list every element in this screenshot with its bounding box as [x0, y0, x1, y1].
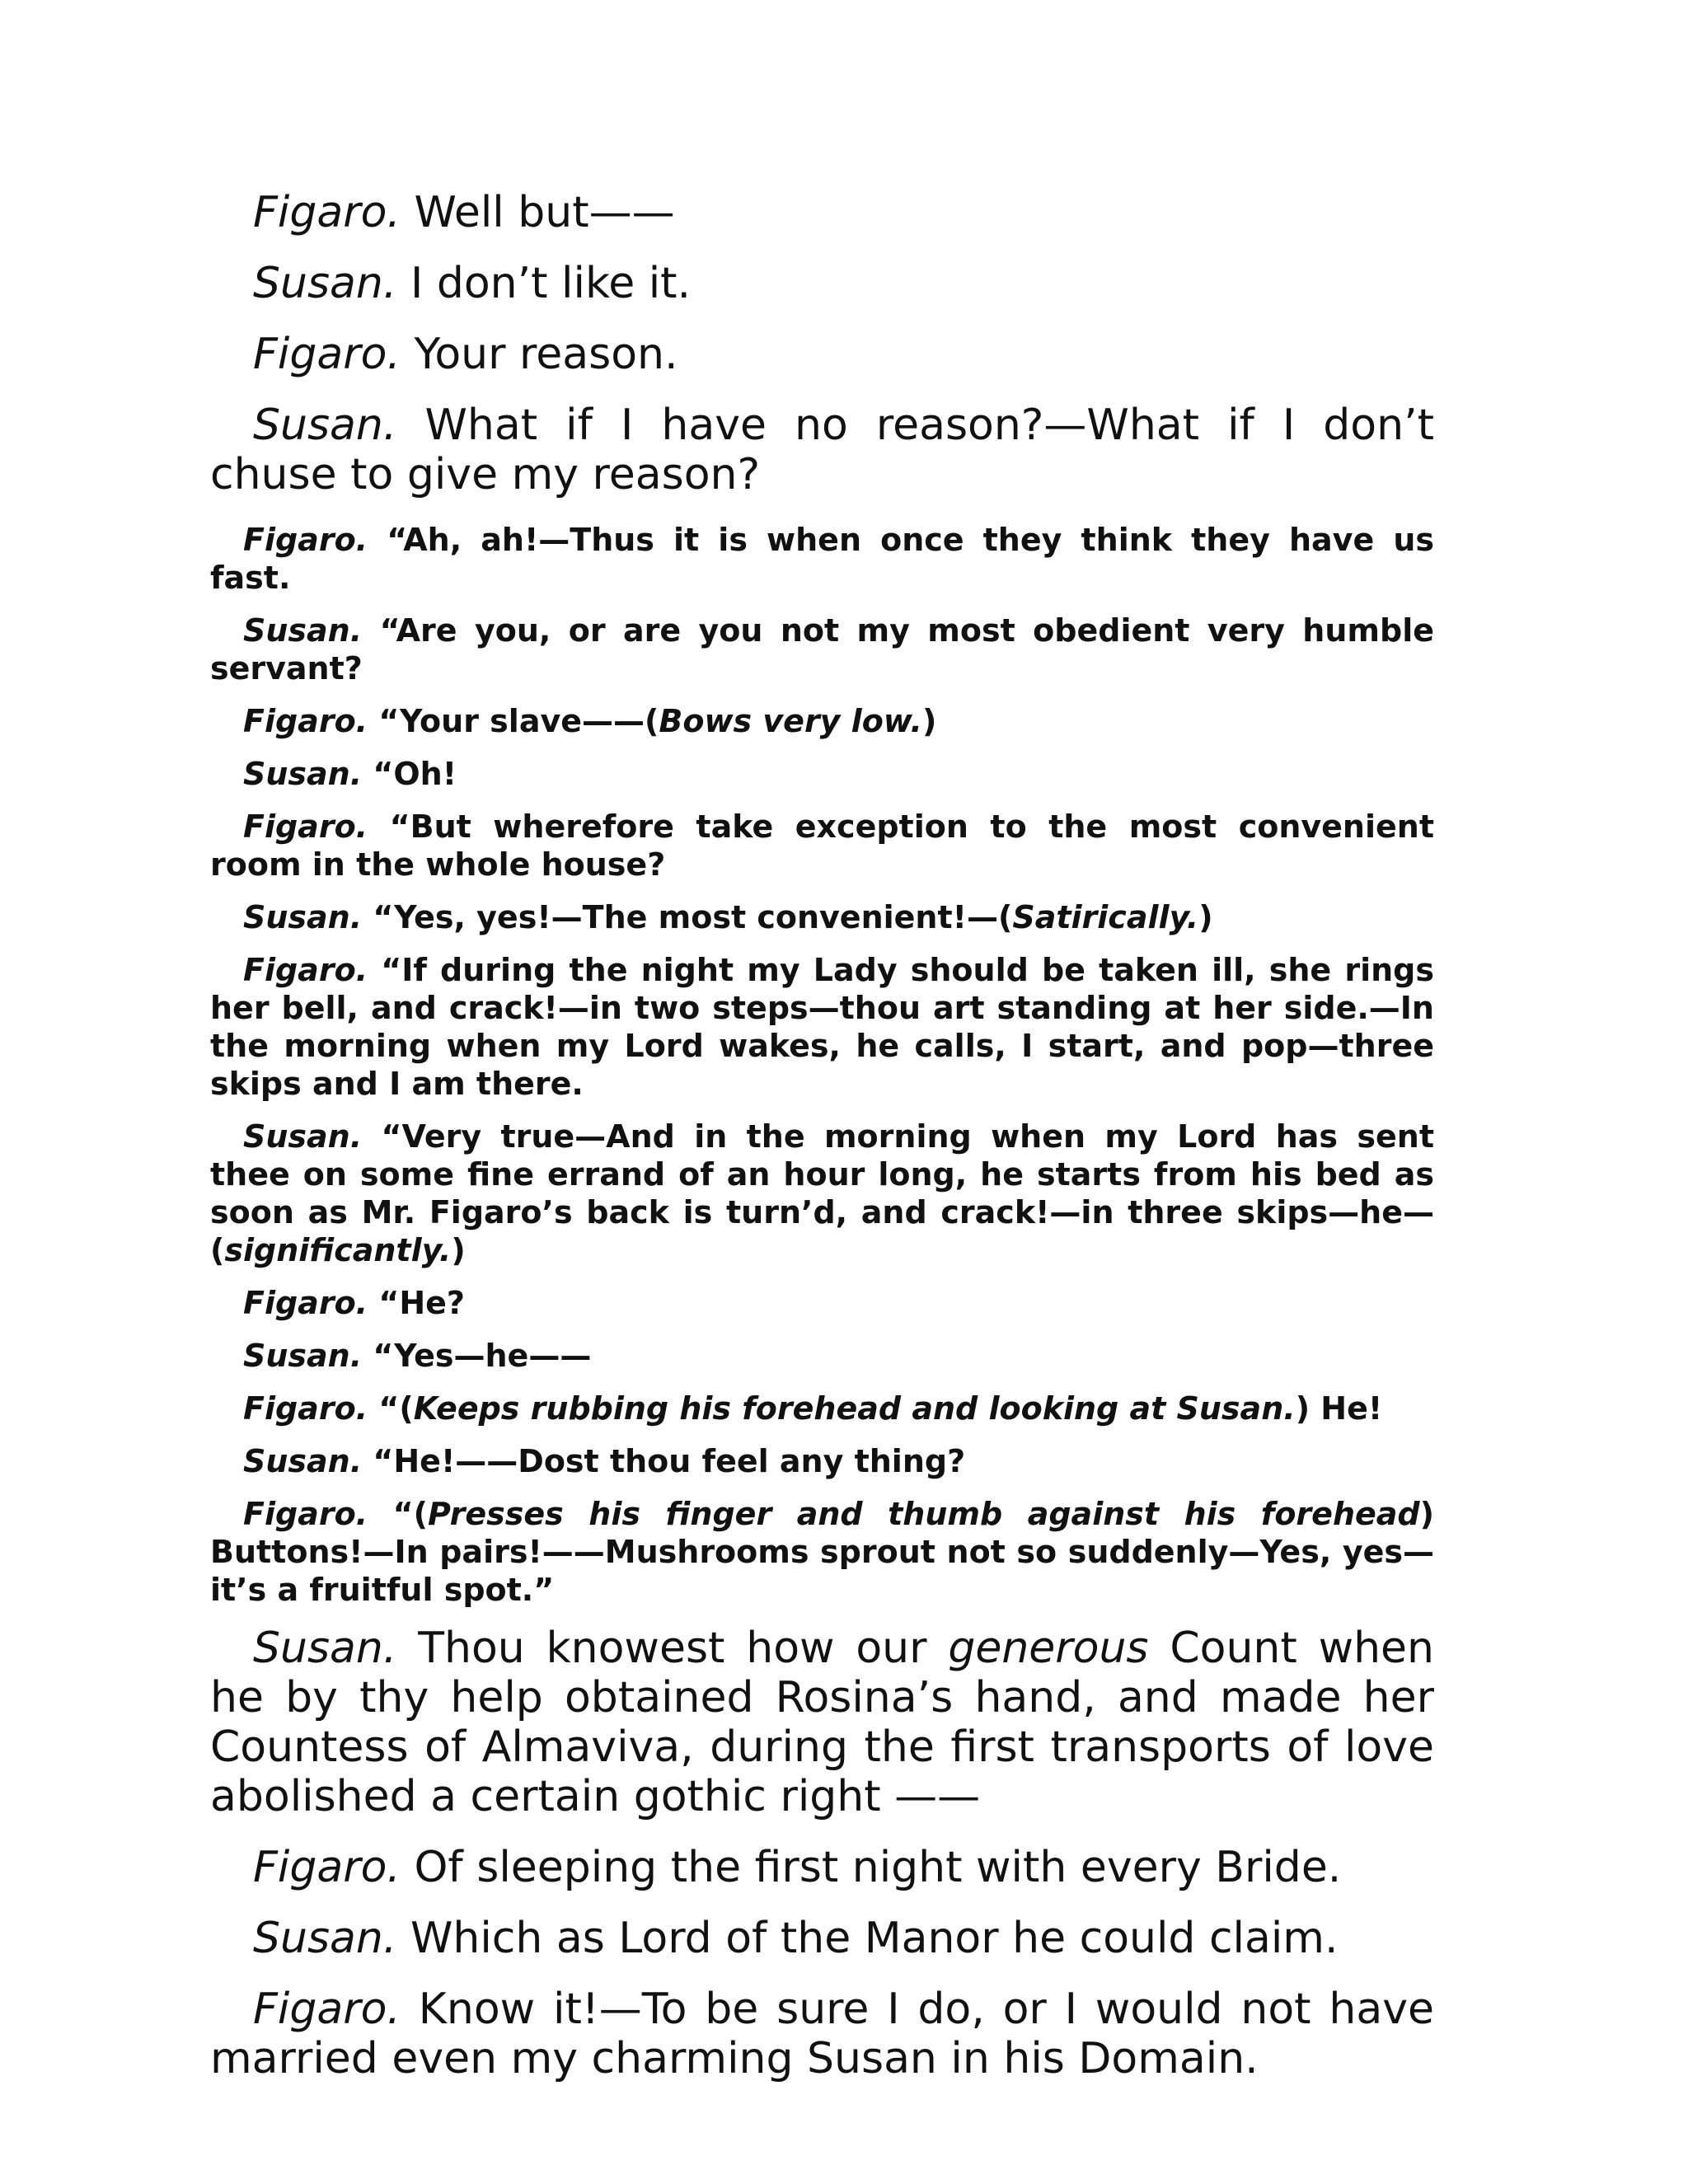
dialogue-text: ) He! — [1295, 1390, 1383, 1427]
dialogue-text: “( — [368, 1496, 428, 1532]
dialogue-text: Know it!—To be sure I do, or I would not have married even my charming Susan in his Domain. — [210, 1985, 1434, 2083]
stage-direction: Presses his finger and thumb against his forehead — [427, 1496, 1420, 1532]
dialogue-text: “He? — [368, 1285, 465, 1321]
dialogue-paragraph — [210, 401, 1434, 499]
speaker-name: Susan. — [243, 1118, 363, 1155]
dialogue-paragraph — [210, 188, 1434, 237]
dialogue-paragraph — [210, 1390, 1434, 1427]
speaker-name: Figaro. — [243, 808, 368, 845]
dialogue-paragraph — [210, 1985, 1434, 2083]
speaker-name: Figaro. — [243, 1390, 368, 1427]
dialogue-paragraph — [210, 1495, 1434, 1609]
speaker-name: Susan. — [243, 1443, 363, 1479]
dialogue-text: ) Buttons!—In pairs!——Mushrooms sprout not so suddenly—Yes, yes—it’s a fruitful spot.” — [210, 1496, 1434, 1608]
speaker-name: Susan. — [243, 612, 363, 649]
dialogue-paragraph — [210, 612, 1434, 687]
dialogue-paragraph — [210, 1337, 1434, 1375]
dialogue-text: ) — [1198, 899, 1213, 935]
speaker-name: Figaro. — [253, 1843, 401, 1892]
stage-direction: Keeps rubbing his forehead and looking at Susan. — [413, 1390, 1296, 1427]
speaker-name: Susan. — [253, 1914, 397, 1963]
dialogue-paragraph — [210, 1914, 1434, 1963]
speaker-name: Susan. — [253, 1624, 397, 1673]
dialogue-paragraph — [210, 1118, 1434, 1269]
dialogue-text: ) — [921, 703, 937, 739]
stage-direction: significantly. — [224, 1232, 452, 1268]
dialogue-paragraph — [210, 951, 1434, 1103]
dialogue-paragraph — [210, 808, 1434, 883]
dialogue-text: Which as Lord of the Manor he could claim. — [396, 1914, 1339, 1963]
dialogue-text: “But wherefore take exception to the most convenient room in the whole house? — [210, 808, 1434, 883]
dialogue-text: “Ah, ah!—Thus it is when once they think they have us fast. — [210, 522, 1434, 596]
dialogue-text: “Oh! — [362, 756, 457, 792]
dialogue-text: “Are you, or are you not my most obedient very humble servant? — [210, 612, 1434, 687]
dialogue-text: Of sleeping the first night with every Bride. — [400, 1843, 1342, 1892]
speaker-name: Figaro. — [253, 330, 401, 379]
speaker-name: Figaro. — [243, 1285, 368, 1321]
dialogue-paragraph — [210, 259, 1434, 308]
speaker-name: Susan. — [253, 259, 397, 308]
speaker-name: Susan. — [253, 401, 397, 450]
dialogue-text: “Very true—And in the morning when my Lord has sent thee on some fine errand of an hour long, he starts from his bed as soon as Mr. Figaro’s back is turn’d, and crack!—in three skips—he—( — [210, 1118, 1434, 1268]
speaker-name: Figaro. — [243, 1496, 368, 1532]
dialogue-paragraph — [210, 521, 1434, 597]
speaker-name: Susan. — [243, 1338, 363, 1374]
document-page — [210, 188, 1434, 2105]
dialogue-text: Count when he by thy help obtained Rosina’s hand, and made her Countess of Almaviva, during the first transports of love abolished a certain gothic right —— — [210, 1624, 1434, 1821]
dialogue-paragraph — [210, 1442, 1434, 1480]
stage-direction: Bows very low. — [659, 703, 922, 739]
speaker-name: Susan. — [243, 899, 363, 935]
dialogue-text: “Yes—he—— — [362, 1338, 592, 1374]
dialogue-text: ) — [451, 1232, 466, 1268]
dialogue-paragraph — [210, 1624, 1434, 1821]
dialogue-paragraph — [210, 1843, 1434, 1892]
dialogue-text: “If during the night my Lady should be taken ill, she rings her bell, and crack!—in two steps—thou art standing at her side.—In the morning when my Lord wakes, he calls, I start, and pop—three skips and I am there. — [210, 952, 1434, 1102]
dialogue-paragraph — [210, 702, 1434, 740]
dialogue-text: “He!——Dost thou feel any thing? — [362, 1443, 966, 1479]
dialogue-text: Thou knowest how our — [396, 1624, 949, 1673]
dialogue-paragraph — [210, 330, 1434, 379]
speaker-name: Figaro. — [243, 703, 368, 739]
dialogue-paragraph — [210, 898, 1434, 936]
speaker-name: Figaro. — [253, 1985, 401, 2034]
speaker-name: Figaro. — [243, 952, 368, 988]
dialogue-text: Well but—— — [400, 188, 675, 237]
dialogue-text: “Yes, yes!—The most convenient!—( — [362, 899, 1013, 935]
dialogue-text: I don’t like it. — [396, 259, 692, 308]
dialogue-paragraph — [210, 1284, 1434, 1322]
dialogue-text: What if I have no reason?—What if I don’t chuse to give my reason? — [210, 401, 1434, 499]
speaker-name: Figaro. — [243, 522, 368, 558]
speaker-name: Susan. — [243, 756, 363, 792]
dialogue-text: Your reason. — [400, 330, 678, 379]
stage-direction: Satirically. — [1012, 899, 1199, 935]
dialogue-text: “Your slave——( — [368, 703, 659, 739]
dialogue-text: “( — [368, 1390, 414, 1427]
dialogue-paragraph — [210, 755, 1434, 793]
speaker-name: Figaro. — [253, 188, 401, 237]
stage-direction: generous — [948, 1624, 1149, 1673]
